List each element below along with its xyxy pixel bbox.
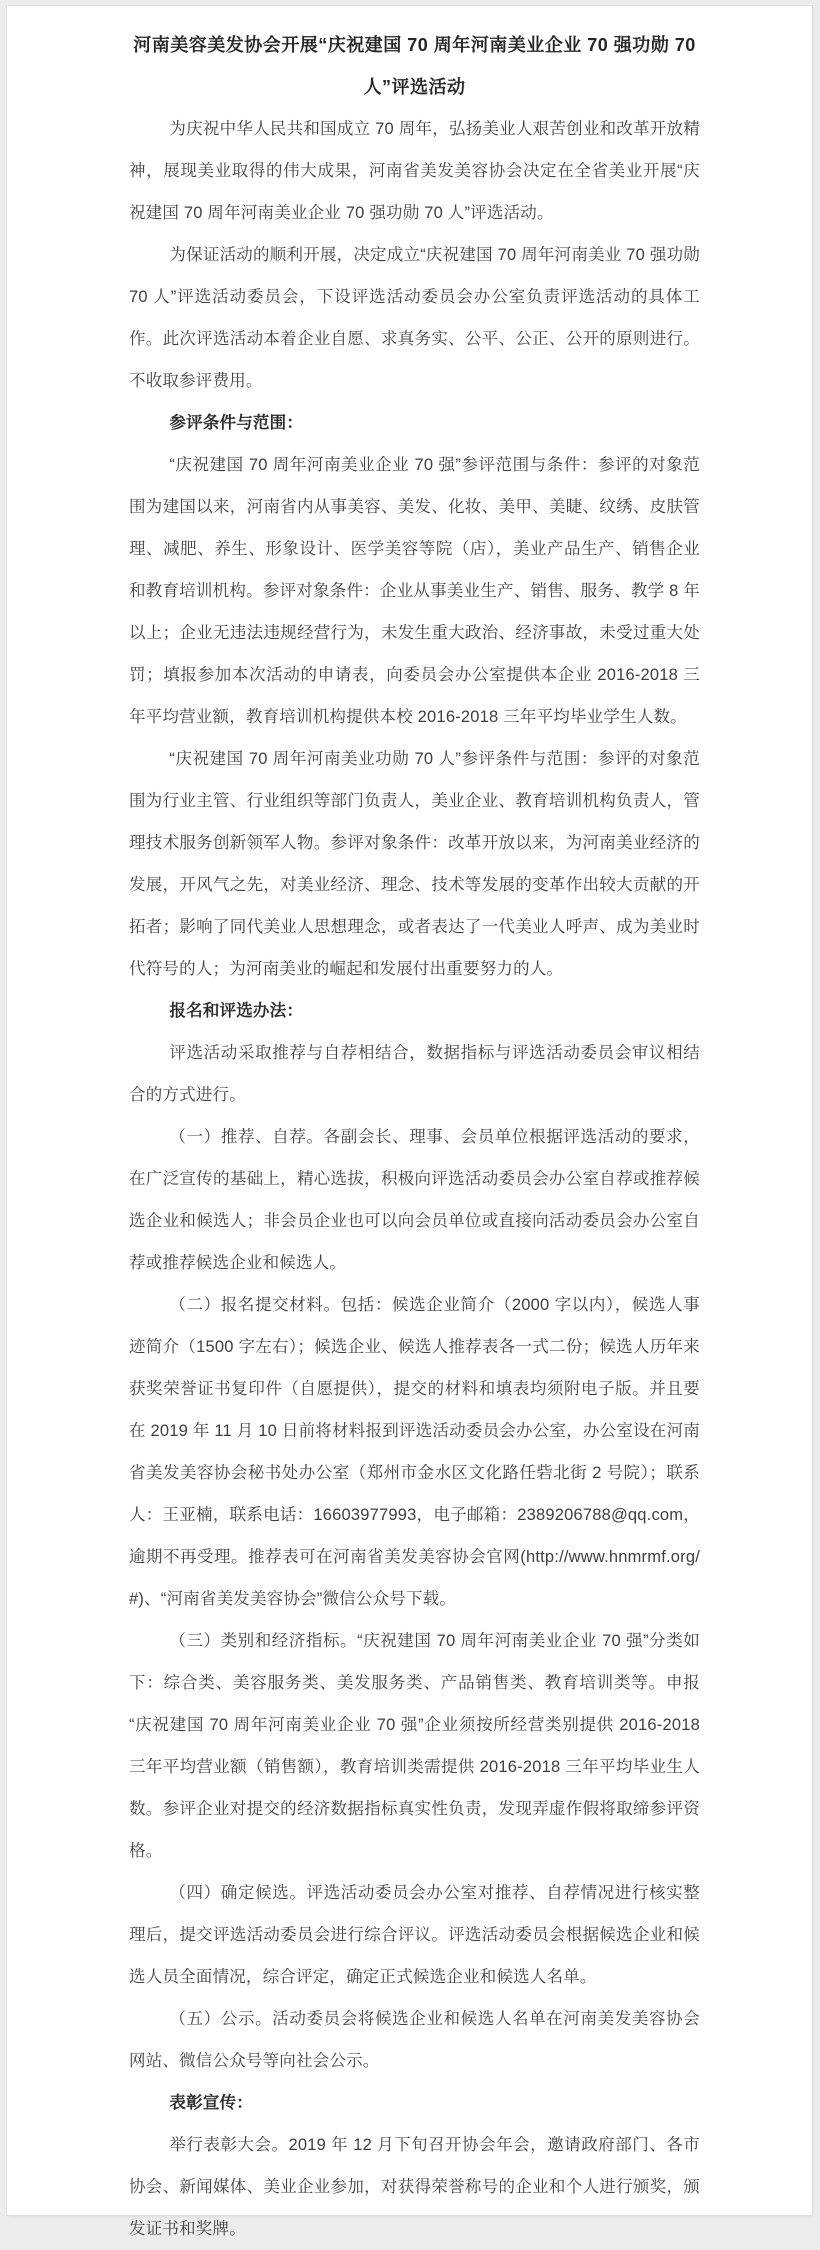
paragraph-item-5-publicity: （五）公示。活动委员会将候选企业和候选人名单在河南美发美容协会网站、微信公众号等向社会公示。: [129, 2010, 700, 2070]
article-card: [7, 6, 812, 2238]
paragraph-item-4-candidates: （四）确定候选。评选活动委员会办公室对推荐、自荐情况进行核实整理后，提交评选活动委员会进行综合评议。评选活动委员会根据候选企业和候选人员全面情况，综合评定，确定正式候选企业和候选人名单。: [129, 1884, 700, 1986]
paragraph-individual-scope: “庆祝建国 70 周年河南美业功勋 70 人”参评条件与范围：参评的对象范围为行业主管、行业组织等部门负责人，美业企业、教育培训机构负责人，管理技术服务创新领军人物。参评对象条件：改革开放以来，为河南美业经济的发展，开风气之先，对美业经济、理念、技术等发展的变革作出较大贡献的开拓者；影响了同代美业人思想理念，或者表达了一代美业人呼声、成为美业时代符号的人；为河南美业的崛起和发展付出重要努力的人。: [129, 750, 700, 978]
paragraph-intro: 为庆祝中华人民共和国成立 70 周年，弘扬美业人艰苦创业和改革开放精神，展现美业取得的伟大成果，河南省美发美容协会决定在全省美业开展“庆祝建国 70 周年河南美业企业 70 强功勋 70 人”评选活动。: [129, 120, 700, 222]
paragraph-award-ceremony: 举行表彰大会。2019 年 12 月下旬召开协会年会，邀请政府部门、各市协会、新闻媒体、美业企业参加，对获得荣誉称号的企业和个人进行颁奖，颁发证书和奖牌。: [129, 2136, 700, 2238]
paragraph-enterprise-scope: “庆祝建国 70 周年河南美业企业 70 强”参评范围与条件：参评的对象范围为建国以来，河南省内从事美容、美发、化妆、美甲、美睫、纹绣、皮肤管理、减肥、养生、形象设计、医学美容等院（店），美业产品生产、销售企业和教育培训机构。参评对象条件：企业从事美业生产、销售、服务、教学 8 年以上；企业无违法违规经营行为，未发生重大政治、经济事故，未受过重大处罚；填报参加本次活动的申请表，向委员会办公室提供本企业 2016-2018 三年平均营业额，教育培训机构提供本校 2016-2018 三年平均毕业学生人数。: [129, 456, 700, 726]
section-heading-eligibility: 参评条件与范围：: [169, 414, 304, 432]
article-title: 河南美容美发协会开展“庆祝建国 70 周年河南美业企业 70 强功勋 70 人”评选活动: [133, 35, 696, 97]
section-heading-registration: 报名和评选办法：: [169, 1002, 304, 1020]
paragraph-item-3-categories: （三）类别和经济指标。“庆祝建国 70 周年河南美业企业 70 强”分类如下：综合类、美容服务类、美发服务类、产品销售类、教育培训类等。申报“庆祝建国 70 周年河南美业企业 70 强”企业须按所经营类别提供 2016-2018 三年平均营业额（销售额），教育培训类需提供 2016-2018 三年平均毕业生人数。参评企业对提交的经济数据指标真实性负责，发现弄虚作假将取缔参评资格。: [129, 1632, 700, 1860]
paragraph-item-2-materials: （二）报名提交材料。包括：候选企业简介（2000 字以内），候选人事迹简介（1500 字左右）；候选企业、候选人推荐表各一式二份；候选人历年来获奖荣誉证书复印件（自愿提供），提交的材料和填表均须附电子版。并且要在 2019 年 11 月 10 日前将材料报到评选活动委员会办公室，办公室设在河南省美发美容协会秘书处办公室（郑州市金水区文化路任砦北街 2 号院）；联系人：王亚楠，联系电话：16603977993，电子邮箱：2389206788@qq.com，逾期不再受理。推荐表可在河南省美发美容协会官网(http://www.hnmrmf.org/#)、“河南省美发美容协会”微信公众号下载。: [129, 1296, 700, 1608]
paragraph-item-1-recommendation: （一）推荐、自荐。各副会长、理事、会员单位根据评选活动的要求，在广泛宣传的基础上，精心选拔，积极向评选活动委员会办公室自荐或推荐候选企业和候选人；非会员企业也可以向会员单位或直接向活动委员会办公室自荐或推荐候选企业和候选人。: [129, 1128, 700, 1272]
section-heading-commendation: 表彰宣传：: [169, 2094, 253, 2112]
paragraph-method: 评选活动采取推荐与自荐相结合，数据指标与评选活动委员会审议相结合的方式进行。: [129, 1044, 700, 1104]
paragraph-committee: 为保证活动的顺利开展，决定成立“庆祝建国 70 周年河南美业 70 强功勋 70 人”评选活动委员会，下设评选活动委员会办公室负责评选活动的具体工作。此次评选活动本着企业自愿、求真务实、公平、公正、公开的原则进行。不收取参评费用。: [129, 246, 700, 390]
